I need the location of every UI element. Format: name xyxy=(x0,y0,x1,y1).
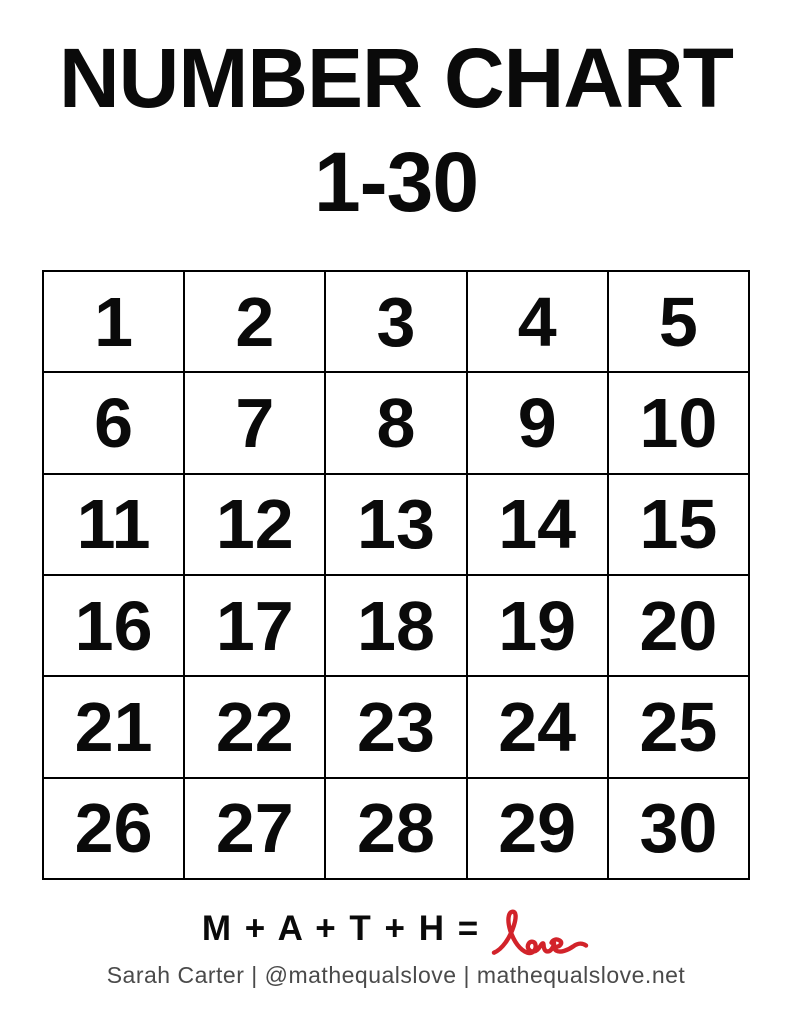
logo-equation-text: M + A + T + H = xyxy=(201,909,481,948)
grid-cell-20: 20 xyxy=(608,575,749,676)
grid-cell-28: 28 xyxy=(325,778,466,879)
grid-cell-29: 29 xyxy=(467,778,608,879)
grid-cell-26: 26 xyxy=(43,778,184,879)
grid-cell-12: 12 xyxy=(184,474,325,575)
grid-cell-1: 1 xyxy=(43,271,184,372)
page-title xyxy=(0,31,792,229)
grid-cell-16: 16 xyxy=(43,575,184,676)
grid-cell-4: 4 xyxy=(467,271,608,372)
grid-cell-19: 19 xyxy=(467,575,608,676)
grid-cell-2: 2 xyxy=(184,271,325,372)
number-grid xyxy=(42,270,750,880)
grid-cell-21: 21 xyxy=(43,676,184,777)
math-equals-love-logo xyxy=(0,900,792,958)
grid-cell-5: 5 xyxy=(608,271,749,372)
grid-cell-10: 10 xyxy=(608,372,749,473)
grid-cell-13: 13 xyxy=(325,474,466,575)
grid-cell-6: 6 xyxy=(43,372,184,473)
grid-cell-7: 7 xyxy=(184,372,325,473)
grid-cell-3: 3 xyxy=(325,271,466,372)
footer xyxy=(0,900,792,989)
grid-cell-8: 8 xyxy=(325,372,466,473)
grid-cell-23: 23 xyxy=(325,676,466,777)
grid-cell-15: 15 xyxy=(608,474,749,575)
grid-cell-25: 25 xyxy=(608,676,749,777)
grid-cell-30: 30 xyxy=(608,778,749,879)
byline: Sarah Carter | @mathequalslove | mathequalslove.net xyxy=(106,962,686,988)
title-line-1: NUMBER CHART xyxy=(59,31,733,125)
love-script-icon xyxy=(490,907,590,965)
grid-cell-14: 14 xyxy=(467,474,608,575)
grid-cell-17: 17 xyxy=(184,575,325,676)
title-line-2: 1-30 xyxy=(313,135,479,229)
grid-cell-27: 27 xyxy=(184,778,325,879)
grid-cell-22: 22 xyxy=(184,676,325,777)
grid-cell-9: 9 xyxy=(467,372,608,473)
grid-cell-18: 18 xyxy=(325,575,466,676)
grid-cell-11: 11 xyxy=(43,474,184,575)
grid-cell-24: 24 xyxy=(467,676,608,777)
